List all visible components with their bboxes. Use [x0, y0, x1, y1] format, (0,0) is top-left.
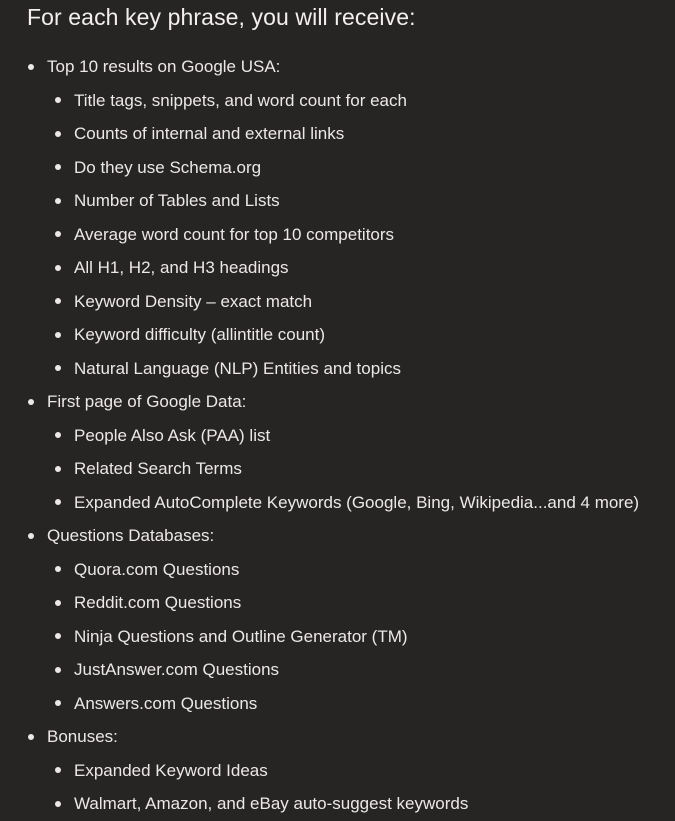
bullet-icon	[55, 600, 61, 606]
list-item	[0, 318, 675, 352]
bullet-icon	[55, 432, 61, 438]
bullet-icon	[55, 801, 61, 807]
list-item-label: Expanded AutoComplete Keywords (Google, Bing, Wikipedia...and 4 more)	[74, 492, 640, 512]
list-item	[0, 452, 675, 486]
list-item-label: Answers.com Questions	[74, 693, 258, 713]
section-bonuses	[0, 720, 675, 821]
list-item	[0, 486, 675, 520]
bullet-icon	[28, 533, 34, 539]
list-item-label: Counts of internal and external links	[74, 124, 345, 143]
bullet-icon	[55, 633, 61, 639]
list-item-label: Natural Language (NLP) Entities and topics	[74, 358, 401, 378]
list-item	[0, 218, 675, 252]
bullet-icon	[55, 97, 61, 103]
section-label: Questions Databases:	[47, 526, 215, 545]
list-item	[0, 352, 675, 386]
sub-list	[0, 419, 675, 520]
list-item-label: JustAnswer.com Questions	[74, 660, 280, 679]
list-item-label: Average word count for top 10 competitors	[74, 224, 395, 244]
list-item-label: Number of Tables and Lists	[74, 191, 280, 210]
list-item-label: Ninja Questions and Outline Generator (TM)	[74, 626, 408, 646]
bullet-icon	[55, 767, 61, 773]
bullet-icon	[28, 399, 34, 405]
list-item-label: Expanded Keyword Ideas	[74, 760, 268, 780]
list-item	[0, 419, 675, 453]
sub-list	[0, 84, 675, 386]
section-first-page-data	[0, 385, 675, 519]
section-label: Bonuses:	[47, 727, 118, 746]
bullet-icon	[55, 332, 61, 338]
list-item-label: All H1, H2, and H3 headings	[74, 258, 289, 277]
bullet-icon	[55, 499, 61, 505]
bullet-icon	[55, 198, 61, 204]
bullet-icon	[55, 466, 61, 472]
bullet-icon	[55, 566, 61, 572]
bullet-icon	[55, 231, 61, 237]
list-item	[0, 586, 675, 620]
list-item-label: Keyword Density – exact match	[74, 291, 313, 311]
section-top-10-results	[0, 50, 675, 385]
list-item	[0, 687, 675, 721]
section-label-row	[0, 519, 675, 553]
list-item	[0, 787, 675, 821]
section-label-row	[0, 50, 675, 84]
bullet-icon	[55, 164, 61, 170]
list-item-label: Related Search Terms	[74, 459, 242, 478]
bullet-icon	[28, 734, 34, 740]
section-questions-databases	[0, 519, 675, 720]
bullet-icon	[55, 298, 61, 304]
bullet-icon	[55, 265, 61, 271]
list-item-label: Do they use Schema.org	[74, 157, 262, 177]
list-item-label: Title tags, snippets, and word count for each	[74, 90, 407, 110]
list-item-label: People Also Ask (PAA) list	[74, 425, 271, 445]
list-item	[0, 653, 675, 687]
list-item	[0, 620, 675, 654]
list-item	[0, 553, 675, 587]
list-item-label: Keyword difficulty (allintitle count)	[74, 325, 326, 344]
section-label-row	[0, 720, 675, 754]
list-item	[0, 117, 675, 151]
bullet-icon	[28, 64, 34, 70]
bullet-icon	[55, 365, 61, 371]
bullet-icon	[55, 667, 61, 673]
list-item	[0, 84, 675, 118]
list-item-label: Reddit.com Questions	[74, 593, 242, 612]
sub-list	[0, 553, 675, 721]
feature-list	[0, 50, 675, 821]
section-label-row	[0, 385, 675, 419]
bullet-icon	[55, 700, 61, 706]
bullet-icon	[55, 131, 61, 137]
list-item	[0, 754, 675, 788]
list-item-label: Walmart, Amazon, and eBay auto-suggest keywords	[74, 794, 469, 813]
list-item	[0, 285, 675, 319]
section-label: Top 10 results on Google USA:	[47, 57, 281, 76]
section-label: First page of Google Data:	[47, 392, 247, 411]
list-item	[0, 184, 675, 218]
list-item	[0, 151, 675, 185]
list-item	[0, 251, 675, 285]
list-item-label: Quora.com Questions	[74, 559, 240, 579]
page-heading: For each key phrase, you will receive:	[27, 4, 416, 30]
sub-list	[0, 754, 675, 821]
